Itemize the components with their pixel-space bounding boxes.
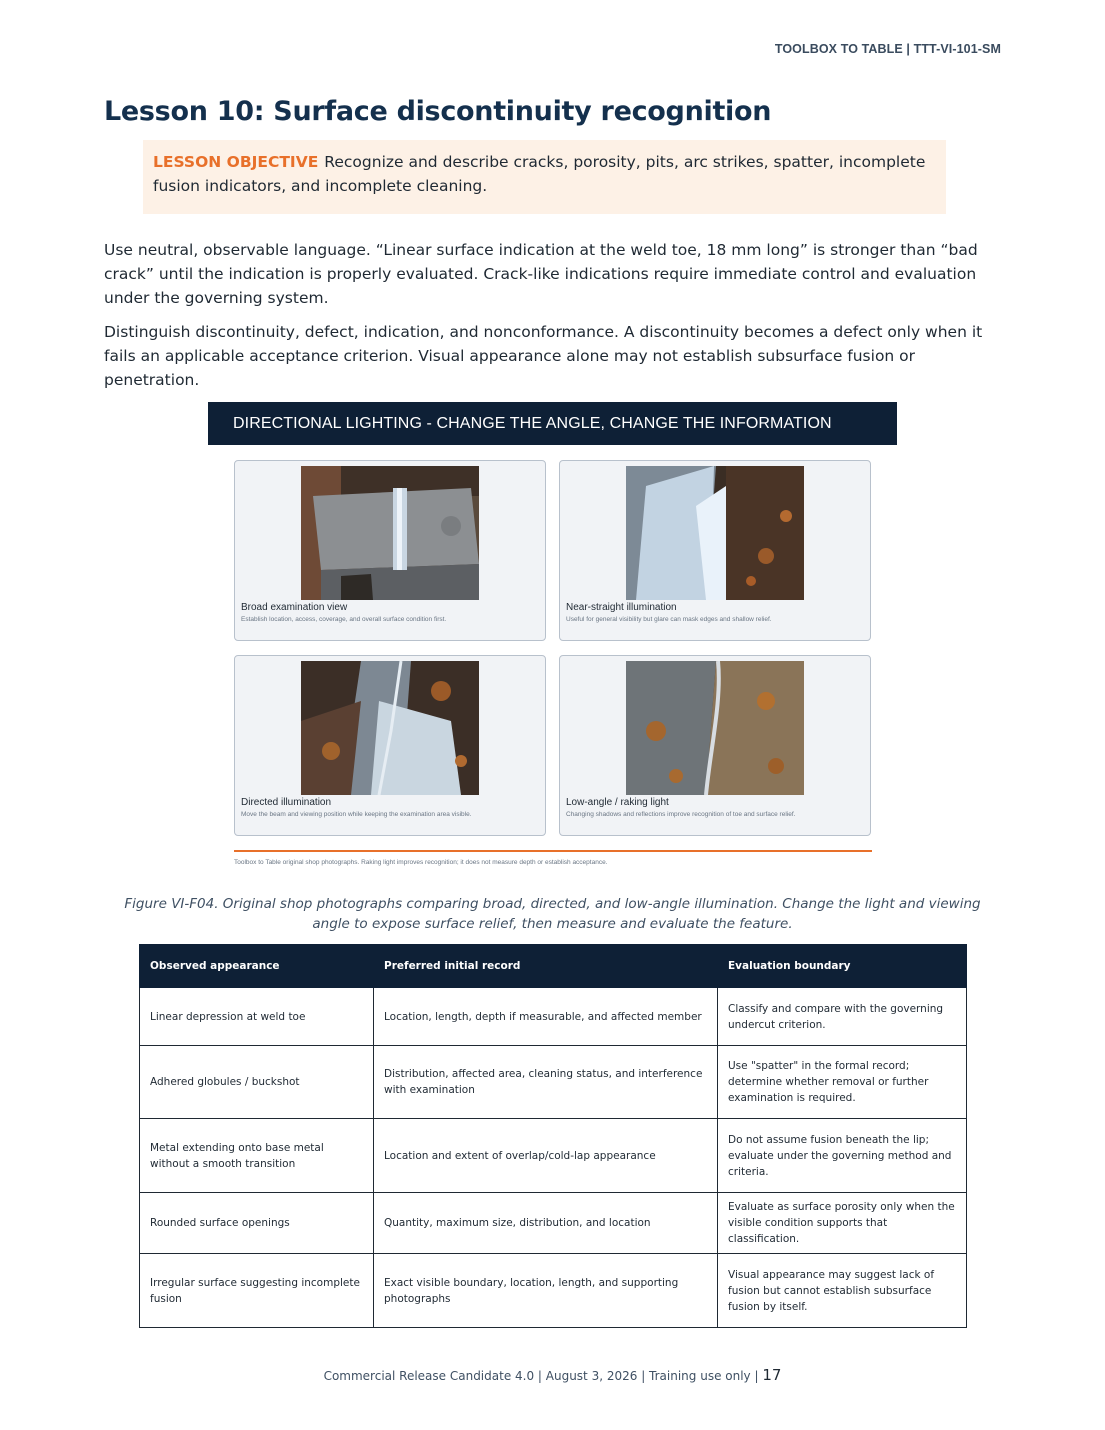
panel-caption: Changing shadows and reflections improve recognition of toe and surface relief. xyxy=(566,811,796,818)
table-cell: Irregular surface suggesting incomplete fusion xyxy=(140,1254,374,1328)
panel-caption: Establish location, access, coverage, and overall surface condition first. xyxy=(241,616,447,623)
table-cell: Exact visible boundary, location, length, and supporting photographs xyxy=(374,1254,718,1328)
lesson-objective-box xyxy=(143,140,946,214)
table-cell: Distribution, affected area, cleaning status, and interference with examination xyxy=(374,1046,718,1119)
body-paragraph-2: Distinguish discontinuity, defect, indication, and nonconformance. A discontinuity becomes a defect only when it fails an applicable acceptance criterion. Visual appearance alone may not establish subsurface fusion or penetration. xyxy=(104,323,983,389)
table-cell: Use "spatter" in the formal record; determine whether removal or further examination is required. xyxy=(718,1046,967,1119)
objective-text: Recognize and describe cracks, porosity, pits, arc strikes, spatter, incomplete fusion indicators, and incomplete cleaning. xyxy=(153,153,926,195)
figure-caption: Figure VI-F04. Original shop photographs comparing broad, directed, and low-angle illumination. Change the light and viewing angle to expose surface relief, then measure and evaluate the feature. xyxy=(124,896,981,932)
table-row xyxy=(140,988,967,1046)
figure-panel-near-straight xyxy=(559,460,871,641)
weld-photo-near-straight xyxy=(626,466,804,600)
table-header-row xyxy=(140,945,967,988)
page-number: 17 xyxy=(762,1366,782,1384)
body-paragraph-1: Use neutral, observable language. “Linear surface indication at the weld toe, 18 mm long” is stronger than “bad crack” until the indication is properly evaluated. Crack-like indications require immediate control and evaluation under the governing system. xyxy=(104,241,978,307)
table-cell: Do not assume fusion beneath the lip; evaluate under the governing method and criteria. xyxy=(718,1119,967,1193)
table-cell: Classify and compare with the governing undercut criterion. xyxy=(718,988,967,1046)
table-cell: Visual appearance may suggest lack of fusion but cannot establish subsurface fusion by itself. xyxy=(718,1254,967,1328)
table-cell: Metal extending onto base metal without a smooth transition xyxy=(140,1119,374,1193)
table-cell: Rounded surface openings xyxy=(140,1193,374,1254)
footer-text: Commercial Release Candidate 4.0 | August 3, 2026 | Training use only | xyxy=(323,1369,763,1383)
panel-title: Directed illumination xyxy=(241,797,332,808)
panel-caption: Move the beam and viewing position while keeping the examination area visible. xyxy=(241,811,472,818)
column-header: Evaluation boundary xyxy=(718,945,967,988)
weld-photo-raking xyxy=(626,661,804,795)
figure-panel-raking-light xyxy=(559,655,871,836)
column-header: Observed appearance xyxy=(140,945,374,988)
page-footer xyxy=(0,1366,1105,1384)
observation-table xyxy=(139,944,967,1328)
panel-title: Low-angle / raking light xyxy=(566,797,669,808)
table-cell: Location and extent of overlap/cold-lap appearance xyxy=(374,1119,718,1193)
figure-source-note: Toolbox to Table original shop photographs. Raking light improves recognition; it does not measure depth or establish acceptance. xyxy=(234,859,608,866)
table-cell: Linear depression at weld toe xyxy=(140,988,374,1046)
table-row xyxy=(140,1046,967,1119)
objective-label: LESSON OBJECTIVE xyxy=(153,153,319,171)
table-row xyxy=(140,1193,967,1254)
figure-panel-directed xyxy=(234,655,546,836)
weld-photo-broad xyxy=(301,466,479,600)
figure-accent-rule xyxy=(234,850,872,852)
panel-caption: Useful for general visibility but glare can mask edges and shallow relief. xyxy=(566,616,772,623)
table-cell: Quantity, maximum size, distribution, and location xyxy=(374,1193,718,1254)
panel-title: Near-straight illumination xyxy=(566,602,677,613)
table-row xyxy=(140,1254,967,1328)
figure-panel-broad-view xyxy=(234,460,546,641)
running-header: TOOLBOX TO TABLE | TTT-VI-101-SM xyxy=(774,42,1001,56)
figure-banner: DIRECTIONAL LIGHTING - CHANGE THE ANGLE, CHANGE THE INFORMATION xyxy=(208,402,897,445)
table-cell: Evaluate as surface porosity only when the visible condition supports that classification. xyxy=(718,1193,967,1254)
page-title: Lesson 10: Surface discontinuity recognition xyxy=(104,96,772,127)
column-header: Preferred initial record xyxy=(374,945,718,988)
table-cell: Adhered globules / buckshot xyxy=(140,1046,374,1119)
lighting-figure xyxy=(208,402,897,872)
panel-title: Broad examination view xyxy=(241,602,348,613)
weld-photo-directed xyxy=(301,661,479,795)
table-cell: Location, length, depth if measurable, and affected member xyxy=(374,988,718,1046)
table-row xyxy=(140,1119,967,1193)
